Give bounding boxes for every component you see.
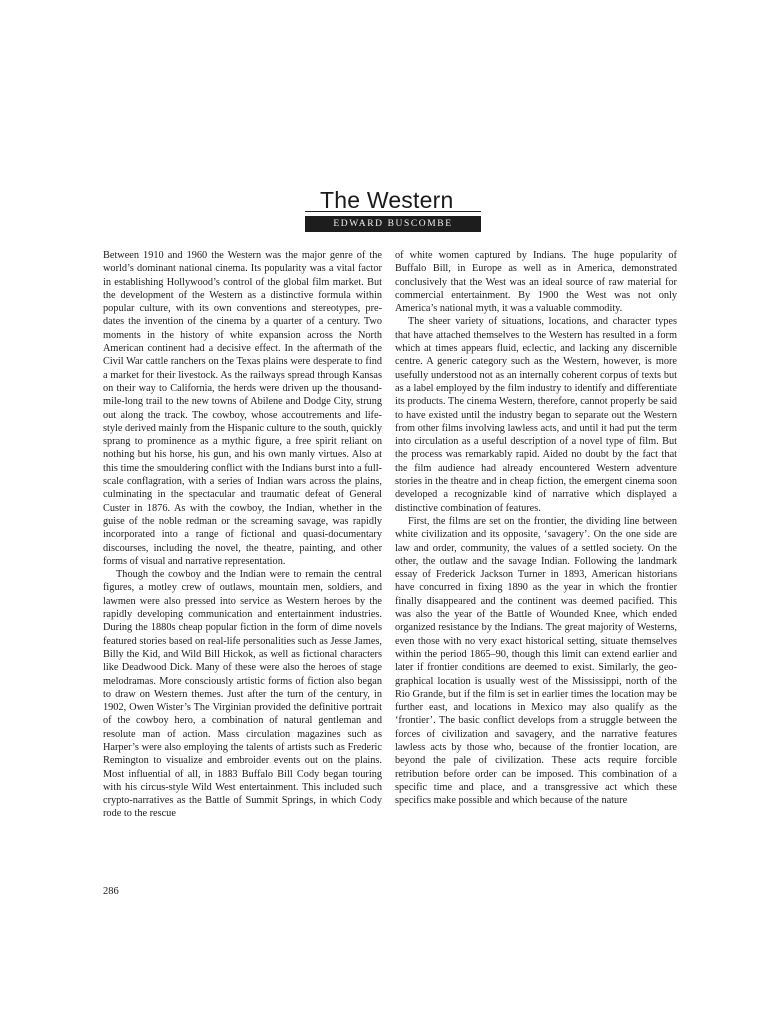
paragraph: Though the cowboy and the Indian were to remain the central figures, a motley crew of outlaws, mountain men, soldiers, and lawmen were also pressed into service as Western heroes by the rapidly developing communication and entertainment industries. During the 1880s cheap popular fiction in the form of dime novels featured stories based on real-life personalities such as Jesse James, Billy the Kid, and Wild Bill Hickok, as well as fictional characters like Deadwood Dick. Many of these were also the heroes of stage melodramas. More consciously artistic forms of fiction also began to draw on Western themes. Just after the turn of the century, in 1902, Owen Wister’s The Virginian provided the definitive portrait of the cowboy hero, a combination of natural gentleman and resolute man of action. Mass circulation magazines such as Harper’s were also employing the talents of artists such as Frederic Remington to visualize and embroider events out on the plains. Most influential of all, in 1883 Buffalo Bill Cody began touring with his circus-style Wild West entertainment. This included such crypto-narratives as the Battle of Summit Springs, in which Cody rode to the rescue (103, 569, 382, 820)
author-byline: EDWARD BUSCOMBE (305, 216, 481, 232)
page-number: 286 (103, 886, 119, 897)
title-rule (305, 211, 481, 212)
right-column (395, 249, 677, 807)
paragraph: Between 1910 and 1960 the Western was the major genre of the world’s dominant national cinema. Its popularity was a vital factor in establishing Hollywood’s control of the global film market. But the development of the Western as a distinctive formula within popular culture, with its own conventions and stereotypes, pre-dates the invention of the cinema by a quarter of a century. Two moments in the history of white expansion across the North American continent had a decisive effect. In the aftermath of the Civil War cattle ranchers on the Texas plains were desperate to find a market for their livestock. As the railways spread through Kansas on their way to California, the herds were driven up the thousand-mile-long trail to the new towns of Abilene and Dodge City, strung out along the track. The cowboy, whose accoutrements and life-style derived mainly from the Hispanic culture to the south, quickly sprang to prominence as a mythic figure, a free spirit reliant on nothing but his horse, his gun, and his own manly virtues. Also at this time the smouldering conflict with the Indians burst into a full-scale conflagration, with a series of Indian wars across the plains, culminating in the spectacular and traumatic defeat of General Custer in 1876. As with the cowboy, the Indian, whether in the guise of the noble redman or the screaming savage, was rapidly incorporated into a range of fictional and quasi-documentary discourses, including the novel, the theatre, painting, and other forms of visual and narrative representation. (103, 250, 382, 567)
page-title: The Western (320, 187, 454, 213)
paragraph: of white women captured by Indians. The huge popularity of Buffalo Bill, in Europe as well as in America, demonstrated conclusively that the West was an ideal source of raw material for commercial entertainment. By 1900 the West was not only America’s national myth, it was a valuable commodity. (395, 250, 677, 315)
left-column (103, 249, 382, 821)
paragraph: The sheer variety of situations, locations, and character types that have attached themselves to the Western has resulted in a form which at times appears fluid, eclectic, and lacking any discernible centre. A generic category such as the Western, however, is more usefully understood not as an internally coherent corpus of texts but as a label employed by the film industry to identify and differentiate its products. The cinema Western, therefore, cannot properly be said to have existed until the industry began to separate out the Western from other films involving lawless acts, and until it had put the term into circulation as a useful description of a novel type of film. But the process was remarkably rapid. Aided no doubt by the fact that the film audience had already encountered Western adventure stories in the theatre and in cheap fiction, the emergent cinema soon developed a recognizable kind of narrative which displayed a distinctive combination of features. (395, 316, 677, 514)
paragraph: First, the films are set on the frontier, the dividing line between white civilization and its opposite, ‘savagery’. On the one side are law and order, community, the values of a settled society. On the other, the outlaw and the savage Indian. Following the landmark essay of Frederick Jackson Turner in 1893, American historians have concurred in fixing 1890 as the year in which the frontier finally disappeared and the continent was deemed pacified. This was also the year of the Battle of Wounded Knee, which ended organized resistance by the Indians. The great majority of Westerns, even those with no very exact historical setting, situate themselves within the period 1865–90, though this limit can extend earlier and later if frontier conditions are deemed to exist. Similarly, the geographical location is usually west of the Mississippi, north of the Rio Grande, but if the film is set in earlier times the location may be further east, and locations in Mexico may also qualify as the ‘frontier’. The basic conflict develops from a struggle between the forces of civilization and savagery, and the narrative features lawless acts by those who, because of the frontier location, are beyond the pale of civilization. These acts require forcible retribution before order can be imposed. This combination of a specific time and place, and a transgressive act which these specifics make possible and which because of the nature (395, 515, 677, 807)
